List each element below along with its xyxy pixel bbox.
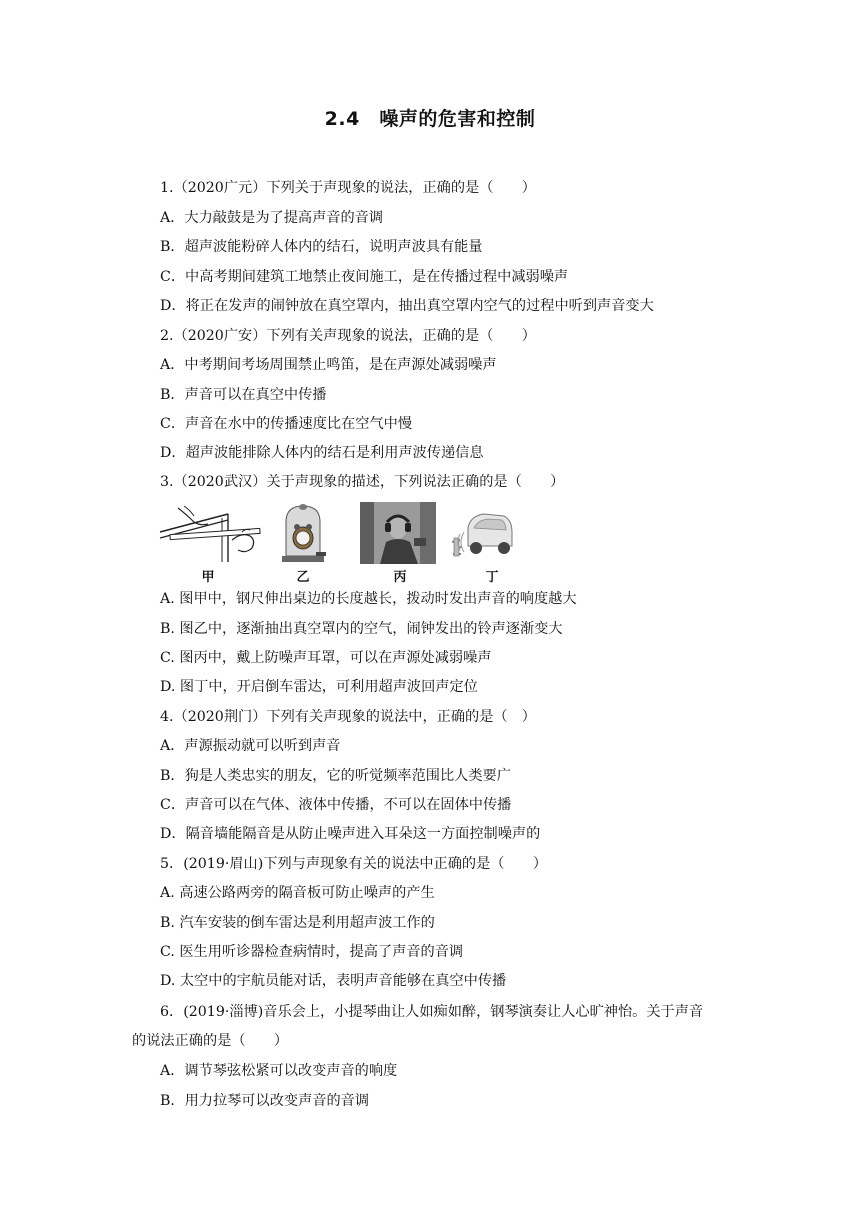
figure-label-yi: 乙 [296,570,310,585]
question-3-option-a: A. 图甲中，钢尺伸出桌边的长度越长，拨动时发出声音的响度越大 [160,591,577,607]
question-4-stem: 4.（2020荆门）下列有关声现象的说法中，正确的是（ ） [160,709,536,725]
question-4-option-d: D．隔音墙能隔音是从防止噪声进入耳朵这一方面控制噪声的 [160,826,541,842]
question-4-option-a: A．声源振动就可以听到声音 [160,738,341,754]
figure-jia-ruler-image [158,502,262,564]
question-3-option-b: B. 图乙中，逐渐抽出真空罩内的空气，闹钟发出的铃声逐渐变大 [160,621,563,637]
question-2-option-b: B．声音可以在真空中传播 [160,387,327,403]
question-1-stem: 1.（2020广元）下列关于声现象的说法，正确的是（ ） [160,180,536,196]
figure-label-bing: 丙 [393,570,407,585]
figure-yi-bell-jar-image [278,502,328,564]
question-1-option-d: D．将正在发声的闹钟放在真空罩内，抽出真空罩内空气的过程中听到声音变大 [160,298,654,314]
question-3-stem: 3.（2020武汉）关于声现象的描述，下列说法正确的是（ ） [160,474,565,490]
question-4-option-b: B．狗是人类忠实的朋友，它的听觉频率范围比人类要广 [160,768,511,784]
question-4-option-c: C．声音可以在气体、液体中传播，不可以在固体中传播 [160,797,512,813]
question-2-option-c: C．声音在水中的传播速度比在空气中慢 [160,416,413,432]
question-6-stem: 6．(2019·淄博)音乐会上，小提琴曲让人如痴如醉，钢琴演奏让人心旷神怡。关于声音 [160,1004,704,1020]
question-3-option-d: D. 图丁中，开启倒车雷达，可利用超声波回声定位 [160,679,478,695]
question-2-stem: 2.（2020广安）下列有关声现象的说法，正确的是（ ） [160,328,536,344]
question-2-option-a: A．中考期间考场周围禁止鸣笛，是在声源处减弱噪声 [160,357,497,373]
question-5-option-c: C. 医生用听诊器检查病情时，提高了声音的音调 [160,944,464,960]
question-3-figures [158,502,538,586]
question-1-option-a: A．大力敲鼓是为了提高声音的音调 [160,210,384,226]
figure-label-ding: 丁 [485,570,499,585]
question-5-option-b: B. 汽车安装的倒车雷达是利用超声波工作的 [160,915,435,931]
question-3-option-c: C. 图丙中，戴上防噪声耳罩，可以在声源处减弱噪声 [160,650,492,666]
question-1-option-c: C．中高考期间建筑工地禁止夜间施工，是在传播过程中减弱噪声 [160,269,569,285]
question-5-option-a: A. 高速公路两旁的隔音板可防止噪声的产生 [160,885,435,901]
figure-label-jia: 甲 [201,570,215,585]
question-1-option-b: B．超声波能粉碎人体内的结石，说明声波具有能量 [160,239,483,255]
question-2-option-d: D．超声波能排除人体内的结石是利用声波传递信息 [160,445,484,461]
question-6-option-b: B．用力拉琴可以改变声音的音调 [160,1093,370,1109]
question-6-option-a: A．调节琴弦松紧可以改变声音的响度 [160,1063,398,1079]
figure-ding-car-radar-image [450,502,516,564]
figure-bing-earmuffs-image [360,502,436,564]
page-title: 2.4 噪声的危害和控制 [324,108,536,130]
question-5-option-d: D. 太空中的宇航员能对话，表明声音能够在真空中传播 [160,973,507,989]
question-6-stem-continued: 的说法正确的是（ ） [132,1033,289,1049]
question-5-stem: 5．(2019·眉山)下列与声现象有关的说法中正确的是（ ） [160,856,548,872]
